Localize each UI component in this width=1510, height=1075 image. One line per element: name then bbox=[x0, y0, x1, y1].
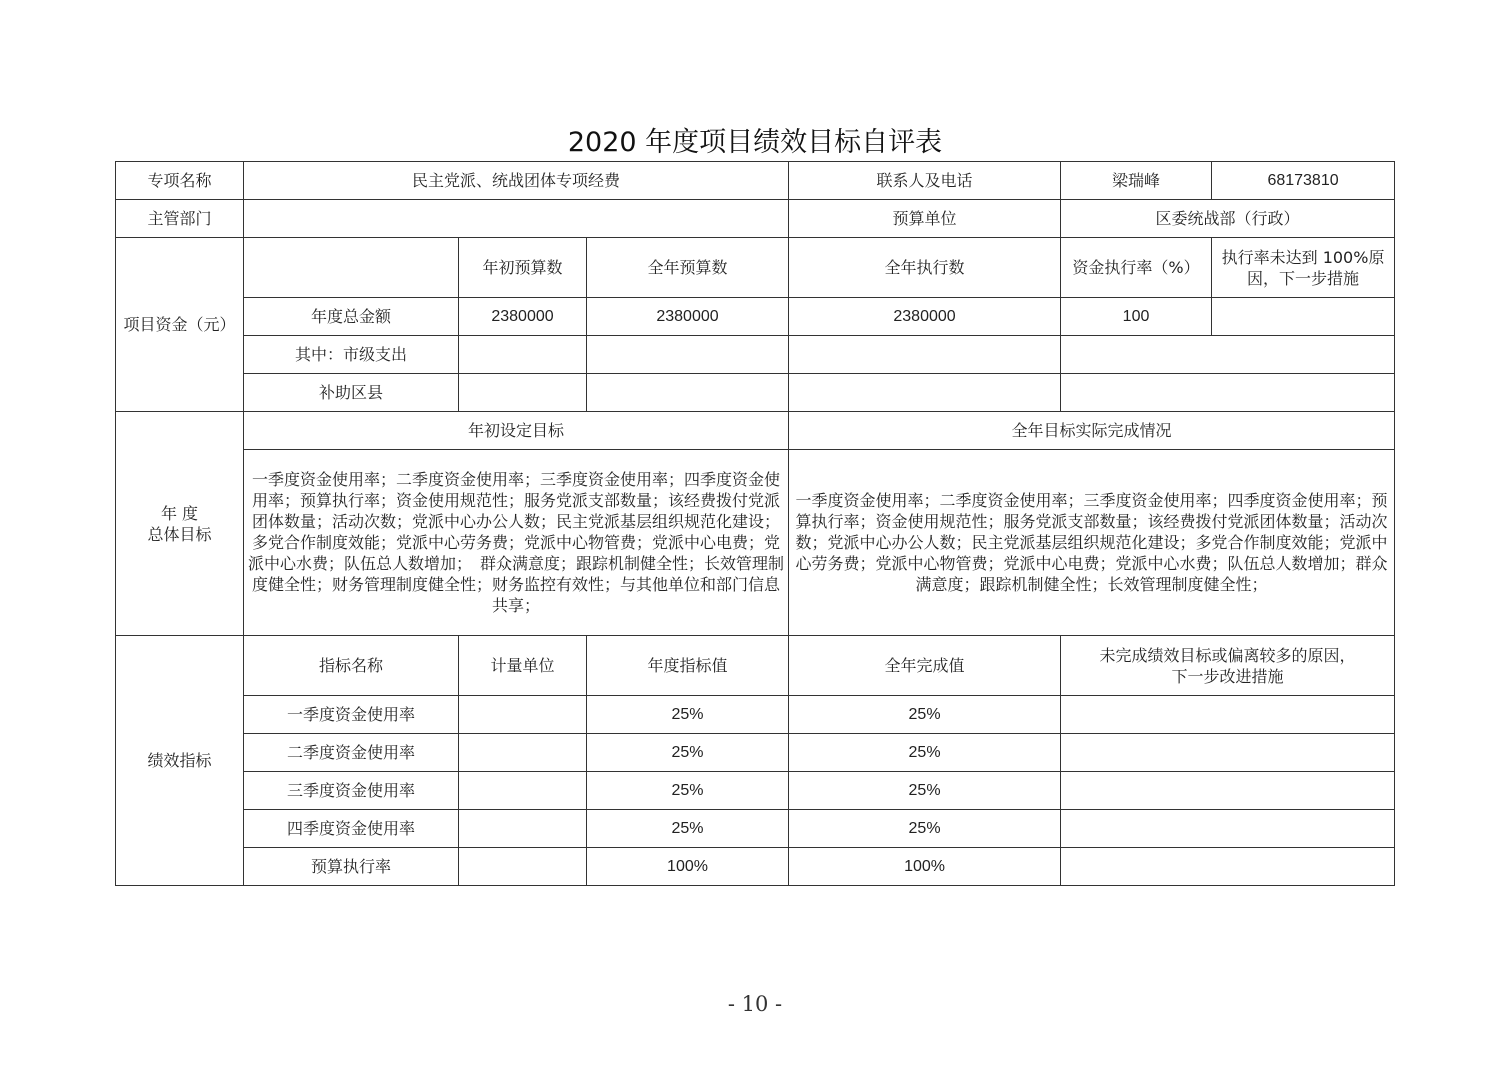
department-label: 主管部门 bbox=[116, 200, 244, 238]
indicator-actual-header: 全年完成值 bbox=[789, 636, 1061, 696]
funds-row bbox=[116, 298, 1395, 336]
indicator-actual: 25% bbox=[789, 696, 1061, 734]
indicator-target: 25% bbox=[587, 772, 789, 810]
budget-unit-label: 预算单位 bbox=[789, 200, 1061, 238]
annual-budget-value bbox=[587, 336, 789, 374]
indicator-name-header: 指标名称 bbox=[244, 636, 459, 696]
indicator-reason bbox=[1061, 734, 1395, 772]
annual-execution-value: 2380000 bbox=[789, 298, 1061, 336]
initial-budget-value bbox=[459, 336, 587, 374]
funds-row bbox=[116, 336, 1395, 374]
indicator-row bbox=[116, 810, 1395, 848]
indicator-row bbox=[116, 696, 1395, 734]
funds-header-row bbox=[116, 238, 1395, 298]
initial-goals-text: 一季度资金使用率；二季度资金使用率；三季度资金使用率；四季度资金使用率；预算执行率；资金使用规范性；服务党派支部数量；该经费拨付党派团体数量；活动次数；党派中心办公人数；民主党派基层组织规范化建设；多党合作制度效能；党派中心劳务费；党派中心物管费；党派中心电费；党派中心水费；队伍总人数增加； 群众满意度；跟踪机制健全性；长效管理制度健全性；财务管理制度健全性；财务监控有效性；与其他单位和部门信息共享； bbox=[244, 450, 789, 636]
evaluation-table bbox=[115, 161, 1395, 886]
indicator-name: 二季度资金使用率 bbox=[244, 734, 459, 772]
execution-rate-header: 资金执行率（%） bbox=[1061, 238, 1212, 298]
project-name-value: 民主党派、统战团体专项经费 bbox=[244, 162, 789, 200]
annual-budget-value: 2380000 bbox=[587, 298, 789, 336]
initial-budget-value: 2380000 bbox=[459, 298, 587, 336]
page-title: 2020 年度项目绩效目标自评表 bbox=[567, 127, 943, 158]
indicator-reason-header bbox=[1061, 636, 1395, 696]
project-name-row bbox=[116, 162, 1395, 200]
funds-row bbox=[116, 374, 1395, 412]
indicator-reason bbox=[1061, 810, 1395, 848]
indicator-reason bbox=[1061, 772, 1395, 810]
annual-budget-value bbox=[587, 374, 789, 412]
goals-section-label bbox=[116, 412, 244, 636]
initial-budget-value bbox=[459, 374, 587, 412]
contact-phone: 68173810 bbox=[1212, 162, 1395, 200]
indicator-target: 100% bbox=[587, 848, 789, 886]
goals-label-line2: 总体目标 bbox=[147, 524, 212, 544]
indicator-actual: 25% bbox=[789, 810, 1061, 848]
contact-name: 梁瑞峰 bbox=[1061, 162, 1212, 200]
funds-row-label: 年度总金额 bbox=[244, 298, 459, 336]
budget-unit-value: 区委统战部（行政） bbox=[1061, 200, 1395, 238]
indicator-target-header: 年度指标值 bbox=[587, 636, 789, 696]
execution-reason-header: 执行率未达到 100%原因，下一步措施 bbox=[1212, 238, 1395, 298]
initial-goals-header: 年初设定目标 bbox=[244, 412, 789, 450]
actual-goals-header: 全年目标实际完成情况 bbox=[789, 412, 1395, 450]
goals-header-row bbox=[116, 412, 1395, 450]
indicator-unit bbox=[459, 734, 587, 772]
annual-execution-value bbox=[789, 374, 1061, 412]
indicators-header-row bbox=[116, 636, 1395, 696]
department-value bbox=[244, 200, 789, 238]
indicator-unit bbox=[459, 848, 587, 886]
indicator-reason bbox=[1061, 696, 1395, 734]
indicator-name: 一季度资金使用率 bbox=[244, 696, 459, 734]
indicator-actual: 25% bbox=[789, 734, 1061, 772]
actual-goals-text: 一季度资金使用率；二季度资金使用率；三季度资金使用率；四季度资金使用率；预算执行率；资金使用规范性；服务党派支部数量；该经费拨付党派团体数量；活动次数；党派中心办公人数；民主党派基层组织规范化建设；多党合作制度效能；党派中心劳务费；党派中心物管费；党派中心电费；党派中心水费；队伍总人数增加；群众满意度；跟踪机制健全性；长效管理制度健全性； bbox=[789, 450, 1395, 636]
goals-label-line1: 年 度 bbox=[160, 503, 199, 523]
funds-row-label: 其中：市级支出 bbox=[244, 336, 459, 374]
execution-reason-value bbox=[1212, 298, 1395, 336]
annual-budget-header: 全年预算数 bbox=[587, 238, 789, 298]
execution-rate-value: 100 bbox=[1061, 298, 1212, 336]
execution-rate-value bbox=[1061, 374, 1395, 412]
indicator-name: 预算执行率 bbox=[244, 848, 459, 886]
indicator-row bbox=[116, 734, 1395, 772]
page-number: - 10 - bbox=[727, 992, 783, 1016]
indicator-target: 25% bbox=[587, 734, 789, 772]
execution-rate-value bbox=[1061, 336, 1395, 374]
indicator-target: 25% bbox=[587, 810, 789, 848]
indicator-row bbox=[116, 772, 1395, 810]
indicator-unit-header: 计量单位 bbox=[459, 636, 587, 696]
goals-text-row bbox=[116, 450, 1395, 636]
initial-budget-header: 年初预算数 bbox=[459, 238, 587, 298]
indicator-unit bbox=[459, 810, 587, 848]
funds-blank-header bbox=[244, 238, 459, 298]
funds-row-label: 补助区县 bbox=[244, 374, 459, 412]
indicator-reason-line1: 未完成绩效目标或偏离较多的原因， bbox=[1099, 645, 1356, 665]
annual-execution-header: 全年执行数 bbox=[789, 238, 1061, 298]
indicator-name: 四季度资金使用率 bbox=[244, 810, 459, 848]
indicator-unit bbox=[459, 772, 587, 810]
indicator-reason bbox=[1061, 848, 1395, 886]
indicator-unit bbox=[459, 696, 587, 734]
indicator-row bbox=[116, 848, 1395, 886]
indicator-actual: 25% bbox=[789, 772, 1061, 810]
indicator-target: 25% bbox=[587, 696, 789, 734]
indicator-name: 三季度资金使用率 bbox=[244, 772, 459, 810]
contact-label: 联系人及电话 bbox=[789, 162, 1061, 200]
indicator-actual: 100% bbox=[789, 848, 1061, 886]
funds-section-label: 项目资金（元） bbox=[116, 238, 244, 412]
department-row bbox=[116, 200, 1395, 238]
indicators-section-label: 绩效指标 bbox=[116, 636, 244, 886]
indicator-reason-line2: 下一步改进措施 bbox=[1171, 666, 1284, 686]
project-name-label: 专项名称 bbox=[116, 162, 244, 200]
annual-execution-value bbox=[789, 336, 1061, 374]
